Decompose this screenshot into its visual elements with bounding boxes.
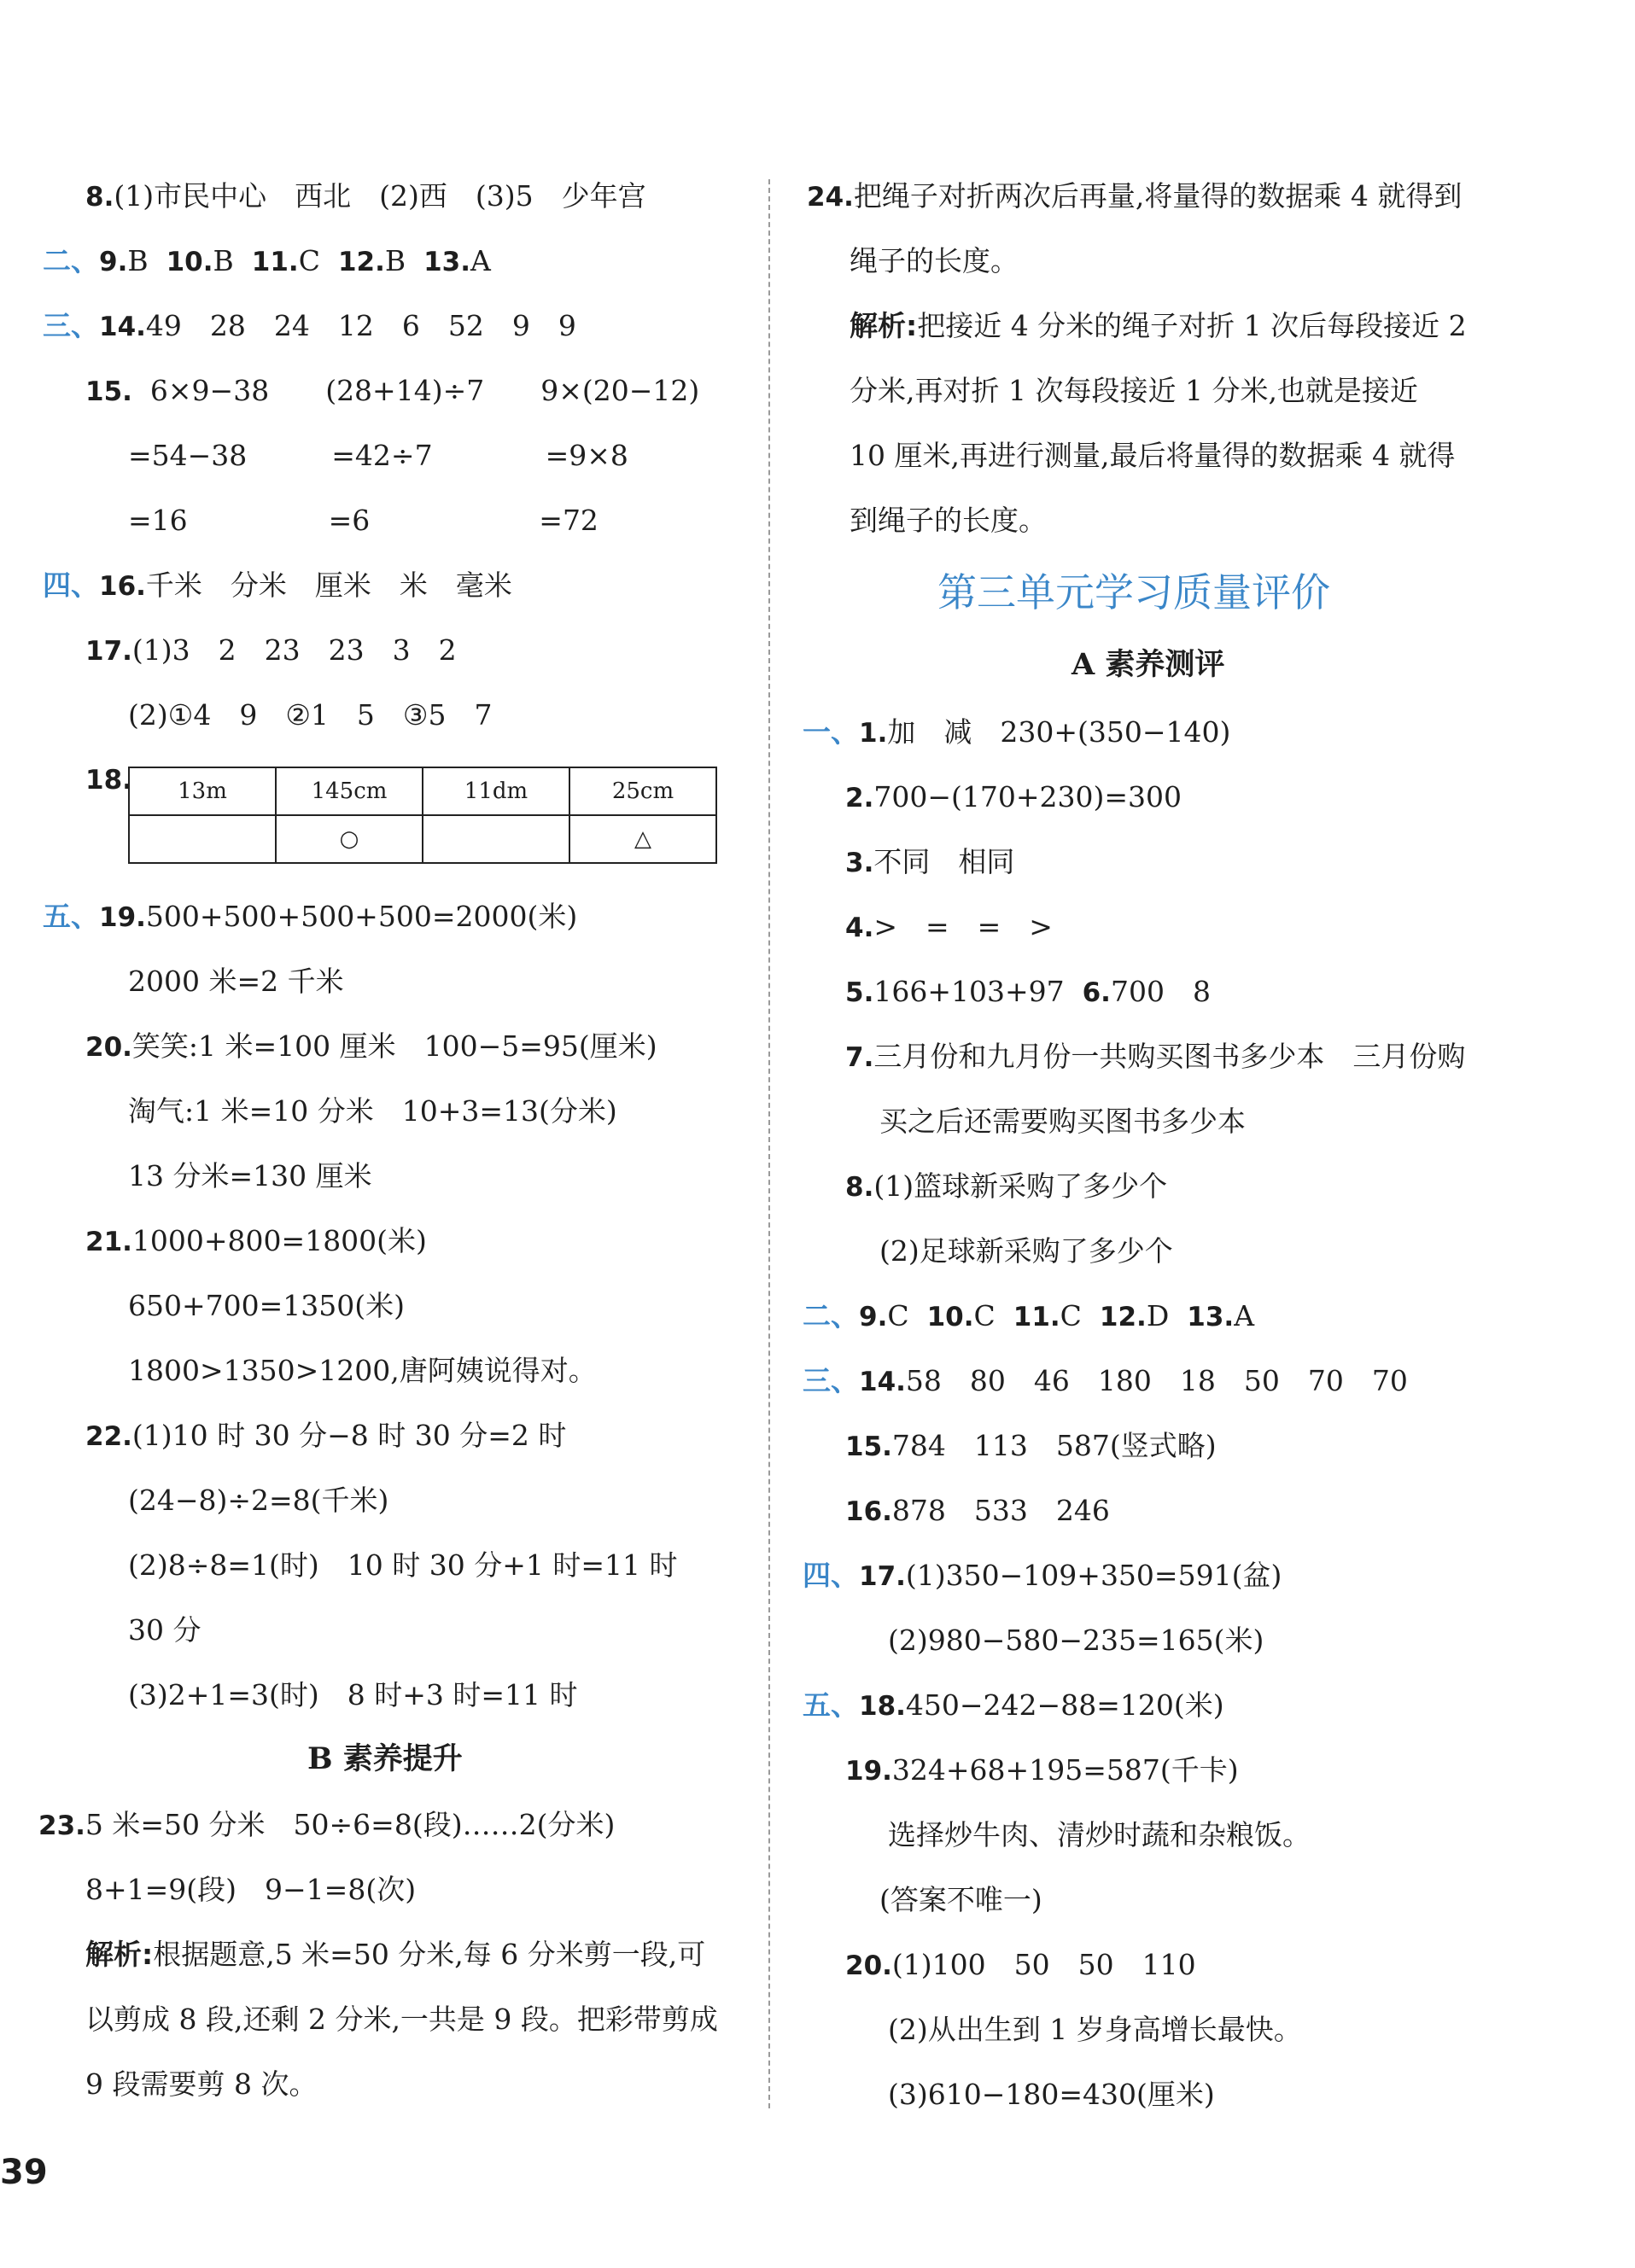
answer-r3: 3.不同 相同	[845, 845, 1015, 878]
answer-15: 15. 6×9−38 (28+14)÷7 9×(20−12)	[85, 374, 700, 407]
answer-19: 五、19.500+500+500+500=2000(米)	[43, 900, 578, 933]
answer-17-part2: (2)①4 9 ②1 5 ③5 7	[128, 698, 493, 732]
table-cell	[129, 815, 276, 863]
answer-22-part2-cont: 30 分	[128, 1613, 201, 1647]
section-heading-b: B 素养提升	[307, 1741, 463, 1776]
answer-r16: 16.878 533 246	[845, 1494, 1110, 1527]
answer-r20-part3: (3)610−180=430(厘米)	[888, 2078, 1215, 2111]
answer-r15: 15.784 113 587(竖式略)	[845, 1429, 1217, 1462]
answer-22-part3: (3)2+1=3(时) 8 时+3 时=11 时	[128, 1678, 578, 1711]
table-cell: 13m	[129, 767, 276, 815]
answer-r19-choice: 选择炒牛肉、清炒时蔬和杂粮饭。	[888, 1818, 1311, 1851]
page-number: 39	[0, 2153, 48, 2192]
answer-r20-part2: (2)从出生到 1 岁身高增长最快。	[888, 2013, 1302, 2046]
answer-9-13: 二、9.B 10.B 11.C 12.B 13.A	[43, 244, 491, 277]
answer-15-step2: =16 =6 =72	[128, 504, 599, 537]
answer-r20: 20.(1)100 50 50 110	[845, 1948, 1196, 1981]
answer-17: 17.(1)3 2 23 23 3 2	[85, 633, 457, 667]
column-divider	[768, 179, 770, 2108]
answer-21-step2: 650+700=1350(米)	[128, 1289, 406, 1322]
answer-r1: 一、1.加 减 230+(350−140)	[803, 715, 1231, 749]
answer-22-step2: (24−8)÷2=8(千米)	[128, 1484, 389, 1517]
answer-15-step1: =54−38 =42÷7 =9×8	[128, 439, 628, 472]
answer-21: 21.1000+800=1800(米)	[85, 1224, 427, 1257]
table-cell: 145cm	[276, 767, 423, 815]
answer-23-analysis-cont1: 以剪成 8 段,还剩 2 分米,一共是 9 段。把彩带剪成	[85, 2003, 718, 2036]
table-cell	[423, 815, 569, 863]
answer-r9-13: 二、9.C 10.C 11.C 12.D 13.A	[803, 1299, 1255, 1332]
answer-r2: 2.700−(170+230)=300	[845, 780, 1182, 813]
answer-24-analysis-cont1: 分米,再对折 1 次每段接近 1 分米,也就是接近	[850, 374, 1418, 407]
answer-23-analysis-cont2: 9 段需要剪 8 次。	[85, 2067, 318, 2101]
answer-24-analysis-cont2: 10 厘米,再进行测量,最后将量得的数据乘 4 就得	[850, 439, 1456, 472]
table-cell: 11dm	[423, 767, 569, 815]
answer-20-taoqi: 淘气:1 米=10 分米 10+3=13(分米)	[128, 1094, 617, 1128]
answer-19-convert: 2000 米=2 千米	[128, 965, 344, 998]
answer-r17: 四、17.(1)350−109+350=591(盆)	[803, 1559, 1282, 1592]
answer-18-table	[128, 767, 717, 864]
answer-8: 8.(1)市民中心 西北 (2)西 (3)5 少年宫	[85, 179, 646, 213]
answer-22-part2: (2)8÷8=1(时) 10 时 30 分+1 时=11 时	[128, 1548, 678, 1582]
answer-23-analysis: 解析:根据题意,5 米=50 分米,每 6 分米剪一段,可	[85, 1938, 706, 1971]
answer-r19-note: (答案不唯一)	[879, 1883, 1042, 1916]
answer-r8: 8.(1)篮球新采购了多少个	[845, 1169, 1168, 1203]
answer-23-step2: 8+1=9(段) 9−1=8(次)	[85, 1873, 417, 1906]
table-cell: 25cm	[569, 767, 716, 815]
answer-r19: 19.324+68+195=587(千卡)	[845, 1753, 1239, 1787]
triangle-mark: △	[569, 815, 716, 863]
answer-21-conclusion: 1800>1350>1200,唐阿姨说得对。	[128, 1354, 597, 1387]
answer-24-analysis: 解析:把接近 4 分米的绳子对折 1 次后每段接近 2	[850, 309, 1467, 342]
answer-20: 20.笑笑:1 米=100 厘米 100−5=95(厘米)	[85, 1029, 657, 1063]
answer-r14: 三、14.58 80 46 180 18 50 70 70	[803, 1364, 1408, 1397]
answer-16: 四、16.千米 分米 厘米 米 毫米	[43, 568, 512, 602]
answer-r18: 五、18.450−242−88=120(米)	[803, 1688, 1224, 1722]
answer-24-analysis-cont3: 到绳子的长度。	[850, 504, 1047, 537]
answer-23: 23.5 米=50 分米 50÷6=8(段)……2(分米)	[38, 1808, 616, 1841]
answer-r8-part2: (2)足球新采购了多少个	[879, 1234, 1173, 1268]
circle-mark: ○	[276, 815, 423, 863]
answer-r7: 7.三月份和九月份一共购买图书多少本 三月份购	[845, 1040, 1466, 1073]
answer-r5-6: 5.166+103+97 6.700 8	[845, 975, 1211, 1008]
answer-14: 三、14.49 28 24 12 6 52 9 9	[43, 309, 576, 342]
answer-24-cont: 绳子的长度。	[850, 244, 1019, 277]
answer-20-convert: 13 分米=130 厘米	[128, 1159, 372, 1192]
answer-r7-cont: 买之后还需要购买图书多少本	[879, 1105, 1246, 1138]
unit-title: 第三单元学习质量评价	[937, 569, 1330, 615]
answer-r4: 4.> = = >	[845, 910, 1053, 943]
section-heading-a: A 素养测评	[1072, 647, 1225, 682]
answer-22: 22.(1)10 时 30 分−8 时 30 分=2 时	[85, 1419, 567, 1452]
answer-r17-part2: (2)980−580−235=165(米)	[888, 1624, 1264, 1657]
answer-18-label: 18.	[85, 765, 132, 796]
answer-24: 24.把绳子对折两次后再量,将量得的数据乘 4 就得到	[807, 179, 1463, 213]
